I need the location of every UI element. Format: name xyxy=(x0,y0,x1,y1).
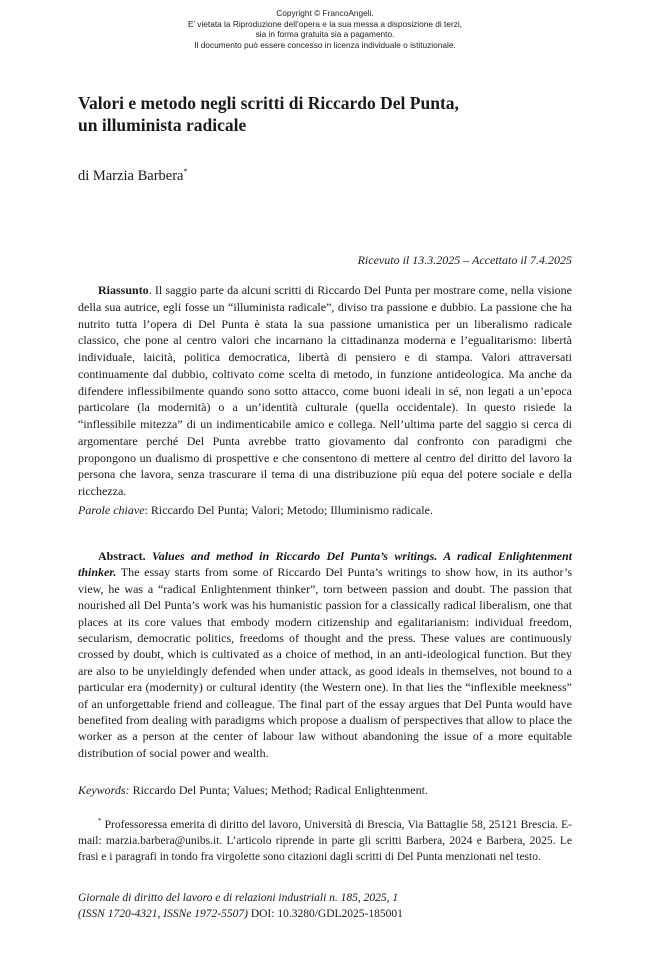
riassunto-paragraph xyxy=(78,282,572,500)
author-footnote xyxy=(78,813,572,865)
keywords-text: Riccardo Del Punta; Values; Method; Radical Enlightenment. xyxy=(129,783,428,797)
parole-chiave-text: : Riccardo Del Punta; Valori; Metodo; Illuminismo radicale. xyxy=(144,503,433,517)
keywords-label: Keywords: xyxy=(78,783,130,797)
copyright-line: E’ vietata la Riproduzione dell’opera e la sua messa a disposizione di terzi, xyxy=(187,18,463,29)
riassunto-text: . Il saggio parte da alcuni scritti di Riccardo Del Punta per mostrare come, nella visione della sua autrice, egli fosse un “illuminista radicale”, diviso tra passione e dubbio. La passione che ha nutrito tutta l’opera di Del Punta è stata la sua passione umanistica per un liberalismo radicale classico, che pone al centro valori che incarnano la cittadinanza moderna e l’egualitarismo: libertà individuale, laicità, politica democratica, libertà di pensiero e di stampa. Valori attraversati continuamente dal dubbio, coltivato come scelta di metodo, in funzione antideologica. Ma anche da difendere inflessibilmente quando sono sotto attacco, come buoni ideali in sé, non legati a un’epoca particolare (la modernità) o a un’identità culturale (quella occidentale). In questo risiede la “inflessibile mitezza” di un indimenticabile amico e collega. Nell’ultima parte del saggio si cerca di argomentare perché Del Punta avrebbe tratto giovamento dal confronto con paradigmi che propongono un dualismo di prospettive e che consentono di mettere al centro del diritto del lavoro la persona che lavora, senza trascurare il tema di una distribuzione più equa del potere sociale e della ricchezza. xyxy=(78,283,572,498)
abstract-section xyxy=(78,548,572,761)
footnote-text: Professoressa emerita di diritto del lavoro, Università di Brescia, Via Battaglie 58, 25121 Brescia. E-mail: marzia.barbera@unibs.it. L’articolo riprende in parte gli scritti Barbera, 2024 e Barbera, 2025. Le frasi e i paragrafi in tondo fra virgolette sono citazioni dagli scritti di Del Punta menzionati nel testo. xyxy=(78,819,572,863)
author-footnote-mark[interactable]: * xyxy=(183,167,188,176)
copyright-line: sia in forma gratuita sia a pagamento. xyxy=(255,29,395,39)
abstract-text: The essay starts from some of Riccardo Del Punta’s writings to show how, in its author’s view, he was a “radical Enlightenment thinker”, torn between passion and doubt. The passion that nourished all Del Punta’s work was his humanistic passion for a classically radical liberalism, one that places at its core values that embody modern citizenship and egalitarianism: individual freedom, secularism, democratic politics, freedoms of thought and the press. These values are continuously crossed by doubt, which is cultivated as a choice of method, in an anti-ideological function. But they are also to be unyieldingly defended when under attack, as good ideals in themselves, not bound to a particular era (modernity) or cultural identity (the Western one). In that lies the “inflexible meekness” of an unforgettable friend and colleague. The final part of the essay argues that Del Punta would have benefited from dealing with paradigms which propose a dualism of perspectives that allow to place the worker as a person at the center of labour law without abandoning the issue of a more equitable distribution of social power and wealth. xyxy=(78,565,572,760)
title-line-2: un illuminista radicale xyxy=(78,115,247,135)
copyright-notice xyxy=(0,8,650,50)
author-name: di Marzia Barbera xyxy=(78,168,184,184)
abstract-paragraph xyxy=(78,548,572,761)
journal-name-line: Giornale di diritto del lavoro e di relazioni industriali n. 185, 2025, 1 xyxy=(78,892,399,904)
journal-doi[interactable]: DOI: 10.3280/GDL2025-185001 xyxy=(247,908,403,920)
copyright-line: Copyright © FrancoAngeli. xyxy=(276,8,374,18)
article-title xyxy=(78,92,572,136)
title-line-1: Valori e metodo negli scritti di Riccardo Del Punta, xyxy=(78,93,459,113)
received-accepted-dates: Ricevuto il 13.3.2025 – Accettato il 7.4.2025 xyxy=(357,253,572,267)
keywords xyxy=(78,782,572,798)
riassunto-section xyxy=(78,282,572,500)
footnote-paragraph xyxy=(78,813,572,865)
journal-issn-doi-line xyxy=(78,906,572,922)
journal-issn: (ISSN 1720-4321, ISSNe 1972-5507) xyxy=(78,908,248,920)
journal-citation xyxy=(78,890,572,922)
abstract-title: Values and method in Riccardo Del Punta’s writings. A radical Enlightenment thinker. xyxy=(78,549,572,580)
copyright-line: Il documento può essere concesso in licenza individuale o istituzionale. xyxy=(194,39,456,50)
parole-chiave-label: Parole chiave xyxy=(78,503,145,517)
abstract-label: Abstract. xyxy=(98,549,146,563)
article-author xyxy=(78,163,187,185)
riassunto-label: Riassunto xyxy=(98,283,149,297)
footnote-mark: * xyxy=(98,817,102,825)
parole-chiave xyxy=(78,502,572,518)
